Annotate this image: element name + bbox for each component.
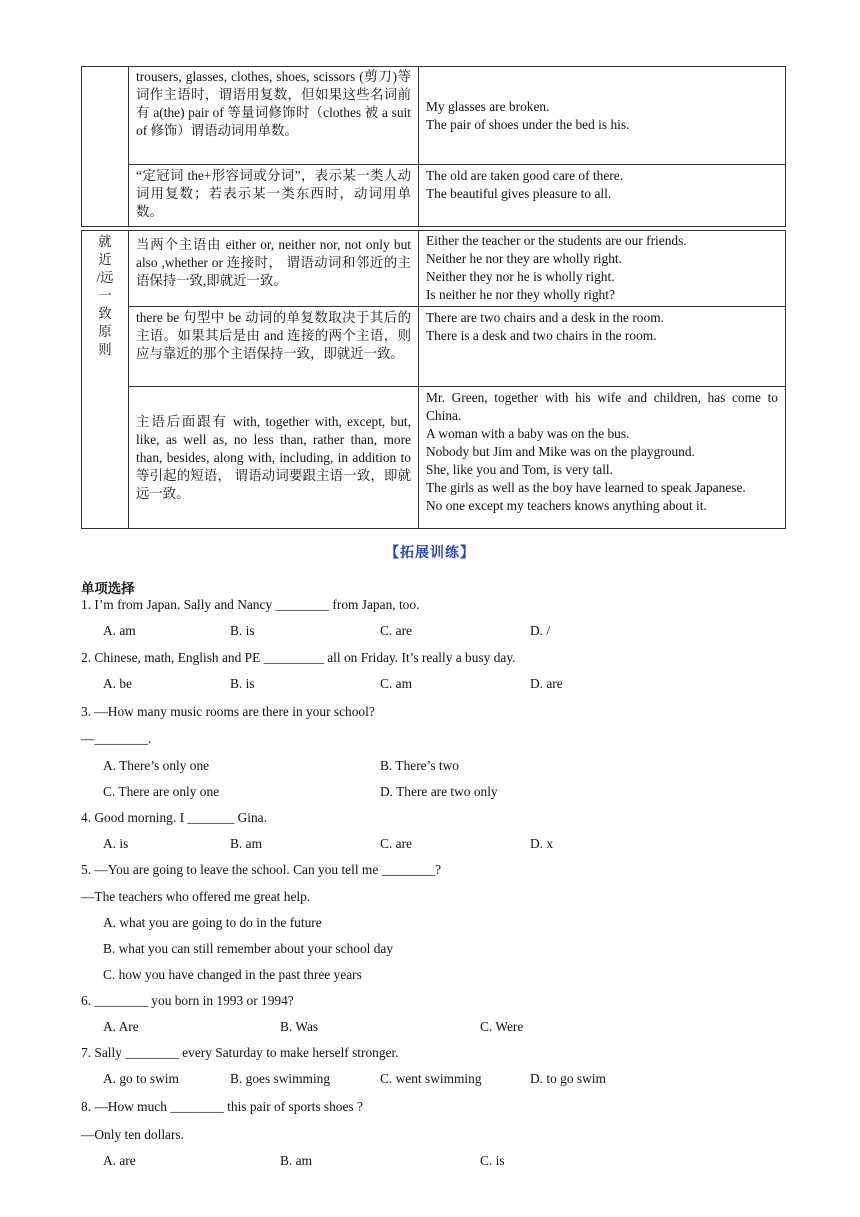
category-char: /远 [96,270,114,285]
option-b[interactable]: B. goes swimming [230,1071,331,1086]
example-sentence: There are two chairs and a desk in the room. [426,310,664,325]
example-sentence: Neither they nor he is wholly right. [426,269,615,284]
option-a[interactable]: A. is [103,836,129,851]
option-c[interactable]: C. is [480,1153,505,1168]
question-1: 1. I’m from Japan. Sally and Nancy ________ from Japan, too. [81,597,420,612]
category-cell-empty [82,67,129,227]
option-c[interactable]: C. went swimming [380,1071,482,1086]
rule-examples [419,67,786,165]
answer-line: —The teachers who offered me great help. [81,889,311,904]
option-a[interactable]: A. go to swim [103,1071,179,1086]
option-c[interactable]: C. how you have changed in the past three years [103,967,362,982]
category-char: 原 [98,324,112,339]
category-cell [82,231,129,529]
rule-examples [419,165,786,227]
option-a[interactable]: A. be [103,676,133,691]
option-c[interactable]: C. Were [480,1019,524,1034]
option-d[interactable]: D. There are two only [380,784,498,799]
example-sentence: Neither he nor they are wholly right. [426,251,622,266]
rule-description: there be 句型中 be 动词的单复数取决于其后的主语。如果其后是由 and 连接的两个主语，则应与靠近的那个主语保持一致，即就近一致。 [129,307,419,387]
example-sentence: There is a desk and two chairs in the room. [426,328,657,343]
table-row [82,307,786,387]
category-char: 近 [98,252,112,267]
rule-examples [419,231,786,307]
option-a[interactable]: A. are [103,1153,136,1168]
proximity-agreement-table [81,230,786,529]
question-3: 3. —How many music rooms are there in your school? [81,704,375,719]
example-sentence: Is neither he nor they wholly right? [426,287,615,302]
rule-examples [419,307,786,387]
question-7: 7. Sally ________ every Saturday to make herself stronger. [81,1045,399,1060]
answer-line: —________. [81,731,152,746]
question-4: 4. Good morning. I _______ Gina. [81,810,267,825]
example-sentence: No one except my teachers knows anything about it. [426,498,707,513]
option-b[interactable]: B. am [230,836,262,851]
table-row [82,165,786,227]
option-c[interactable]: C. am [380,676,412,691]
example-sentence: My glasses are broken. [426,98,550,114]
example-sentence: The pair of shoes under the bed is his. [426,116,630,132]
category-char: 一 [98,288,112,303]
category-char: 就 [98,234,112,249]
table-row [82,67,786,165]
option-c[interactable]: C. are [380,623,412,638]
example-sentence: Nobody but Jim and Mike was on the playground. [426,444,695,459]
question-8: 8. —How much ________ this pair of sports shoes ? [81,1099,363,1114]
option-d[interactable]: D. are [530,676,563,691]
example-sentence: Mr. Green, together with his wife and children, has come to China. [426,390,778,423]
rule-examples [419,387,786,529]
section-label: 单项选择 [81,582,135,597]
answer-line: —Only ten dollars. [81,1127,185,1142]
table-row [82,231,786,307]
rule-description: 主语后面跟有 with, together with, except, but, like, as well as, no less than, rather than, more than, besides, along with, including, in addition to 等引起的短语， 谓语动词要跟主语一致，即就远一致。 [129,387,419,529]
rule-description: trousers, glasses, clothes, shoes, scissors (剪刀)等词作主语时，谓语用复数，但如果这些名词前有 a(the) pair of 等量词修饰时（clothes 被 a suit of 修饰）谓语动词用单数。 [129,67,419,165]
example-sentence: The old are taken good care of there. [426,168,624,183]
option-b[interactable]: B. am [280,1153,312,1168]
option-a[interactable]: A. what you are going to do in the future [103,915,322,930]
option-b[interactable]: B. is [230,676,255,691]
grammar-rules-table-continued [81,66,786,227]
option-d[interactable]: D. x [530,836,554,851]
table-row [82,387,786,529]
question-6: 6. ________ you born in 1993 or 1994? [81,993,294,1008]
option-b[interactable]: B. what you can still remember about your school day [103,941,394,956]
category-char: 致 [98,306,112,321]
section-heading: 【拓展训练】 [385,545,475,561]
category-char: 则 [98,342,112,357]
option-d[interactable]: D. to go swim [530,1071,606,1086]
example-sentence: A woman with a baby was on the bus. [426,426,630,441]
option-c[interactable]: C. are [380,836,412,851]
option-b[interactable]: B. Was [280,1019,319,1034]
option-d[interactable]: D. / [530,623,551,638]
option-b[interactable]: B. There’s two [380,758,459,773]
rule-description: 当两个主语由 either or, neither nor, not only but also ,whether or 连接时， 谓语动词和邻近的主语保持一致,即就近一致。 [129,231,419,307]
option-c[interactable]: C. There are only one [103,784,220,799]
example-sentence: The girls as well as the boy have learned to speak Japanese. [426,480,746,495]
example-sentence: She, like you and Tom, is very tall. [426,462,614,477]
option-b[interactable]: B. is [230,623,255,638]
option-a[interactable]: A. am [103,623,136,638]
example-sentence: The beautiful gives pleasure to all. [426,186,612,201]
example-sentence: Either the teacher or the students are our friends. [426,233,687,248]
option-a[interactable]: A. Are [103,1019,139,1034]
option-a[interactable]: A. There’s only one [103,758,210,773]
rule-description: “定冠词 the+形容词或分词”，表示某一类人动词用复数；若表示某一类东西时，动词用单数。 [129,165,419,227]
question-5: 5. —You are going to leave the school. Can you tell me ________? [81,862,442,877]
question-2: 2. Chinese, math, English and PE _________ all on Friday. It’s really a busy day. [81,650,516,665]
